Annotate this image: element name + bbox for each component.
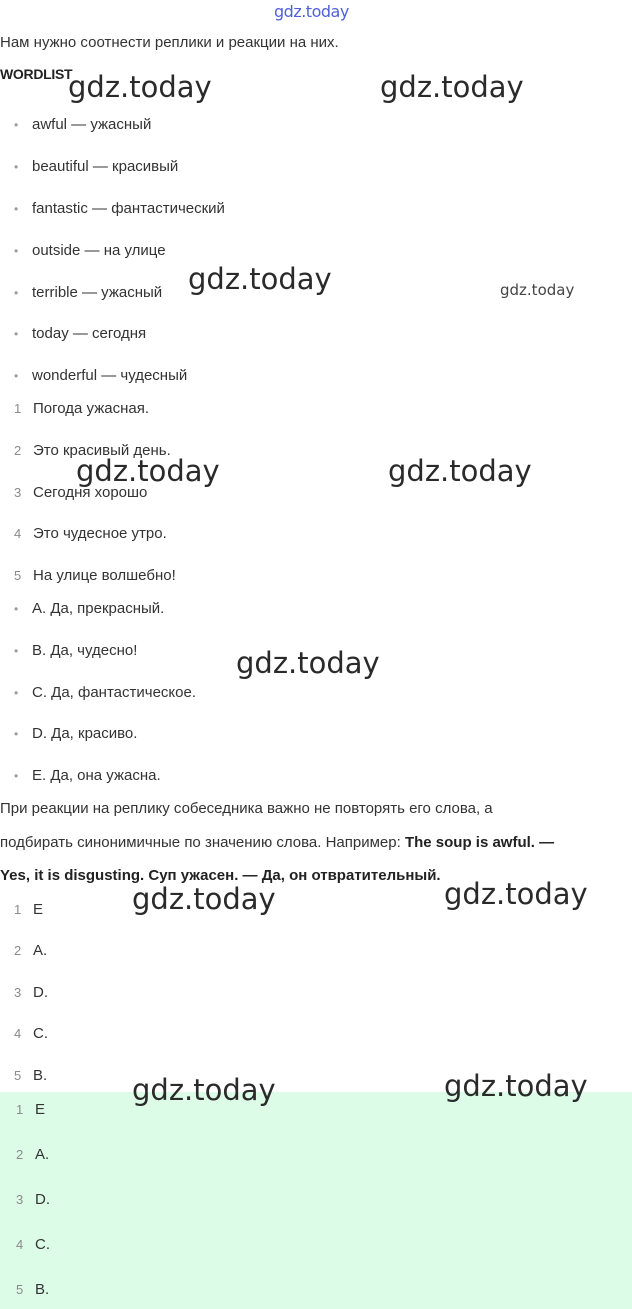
bullet-icon: • bbox=[14, 118, 19, 132]
watermark: gdz.today bbox=[444, 877, 588, 911]
answer-item: 5 B. bbox=[14, 1067, 48, 1084]
reaction-item: • A. Да, прекрасный. bbox=[14, 600, 165, 617]
bullet-icon: • bbox=[14, 727, 19, 741]
watermark: gdz.today bbox=[188, 262, 332, 296]
watermark: gdz.today bbox=[68, 70, 212, 104]
watermark: gdz.today bbox=[132, 882, 276, 916]
answer-item: 3 D. bbox=[14, 984, 48, 1001]
phrase-item: 3 Сегодня хорошо bbox=[14, 484, 148, 501]
phrase-item: 4 Это чудесное утро. bbox=[14, 525, 167, 542]
answer-box-item: 2 A. bbox=[16, 1146, 50, 1163]
phrase-item: 1 Погода ужасная. bbox=[14, 400, 150, 417]
wordlist-item: • awful — ужасный bbox=[14, 116, 152, 133]
watermark: gdz.today bbox=[444, 1069, 588, 1103]
bullet-icon: • bbox=[14, 202, 19, 216]
answer-item: 2 A. bbox=[14, 942, 48, 959]
watermark: gdz.today bbox=[380, 70, 524, 104]
reaction-item: • B. Да, чудесно! bbox=[14, 642, 138, 659]
answer-box bbox=[0, 1092, 632, 1309]
reaction-item: • C. Да, фантастическое. bbox=[14, 684, 197, 701]
bullet-icon: • bbox=[14, 686, 19, 700]
wordlist-title: WORDLIST bbox=[0, 66, 73, 82]
answer-box-item: 5 B. bbox=[16, 1281, 50, 1298]
answer-item: 1 E bbox=[14, 901, 44, 918]
note-line: При реакции на реплику собеседника важно не повторять его слова, а bbox=[0, 800, 493, 817]
wordlist-item: • terrible — ужасный bbox=[14, 284, 163, 301]
phrase-item: 5 На улице волшебно! bbox=[14, 567, 176, 584]
answer-box-item: 3 D. bbox=[16, 1191, 50, 1208]
reaction-item: • E. Да, она ужасна. bbox=[14, 767, 161, 784]
bullet-icon: • bbox=[14, 160, 19, 174]
bullet-icon: • bbox=[14, 244, 19, 258]
phrase-item: 2 Это красивый день. bbox=[14, 442, 171, 459]
bullet-icon: • bbox=[14, 327, 19, 341]
answer-box-item: 1 E bbox=[16, 1101, 46, 1118]
reaction-item: • D. Да, красиво. bbox=[14, 725, 138, 742]
watermark: gdz.today bbox=[500, 281, 575, 299]
answer-item: 4 C. bbox=[14, 1025, 48, 1042]
wordlist-item: • today — сегодня bbox=[14, 325, 147, 342]
answer-box-item: 4 C. bbox=[16, 1236, 50, 1253]
bullet-icon: • bbox=[14, 369, 19, 383]
watermark: gdz.today bbox=[132, 1073, 276, 1107]
wordlist-item: • wonderful — чудесный bbox=[14, 367, 188, 384]
bullet-icon: • bbox=[14, 644, 19, 658]
wordlist-item: • fantastic — фантастический bbox=[14, 200, 225, 217]
watermark: gdz.today bbox=[76, 454, 220, 488]
watermark: gdz.today bbox=[388, 454, 532, 488]
note-line: подбирать синонимичные по значению слова. Например: The soup is awful. — bbox=[0, 834, 555, 851]
bullet-icon: • bbox=[14, 769, 19, 783]
wordlist-item: • outside — на улице bbox=[14, 242, 166, 259]
bullet-icon: • bbox=[14, 286, 19, 300]
intro-text: Нам нужно соотнести реплики и реакции на них. bbox=[0, 34, 339, 51]
bullet-icon: • bbox=[14, 602, 19, 616]
wordlist-item: • beautiful — красивый bbox=[14, 158, 179, 175]
site-logo[interactable]: gdz.today bbox=[274, 2, 349, 21]
note-line: Yes, it is disgusting. Суп ужасен. — Да, он отвратительный. bbox=[0, 867, 441, 884]
watermark: gdz.today bbox=[236, 646, 380, 680]
